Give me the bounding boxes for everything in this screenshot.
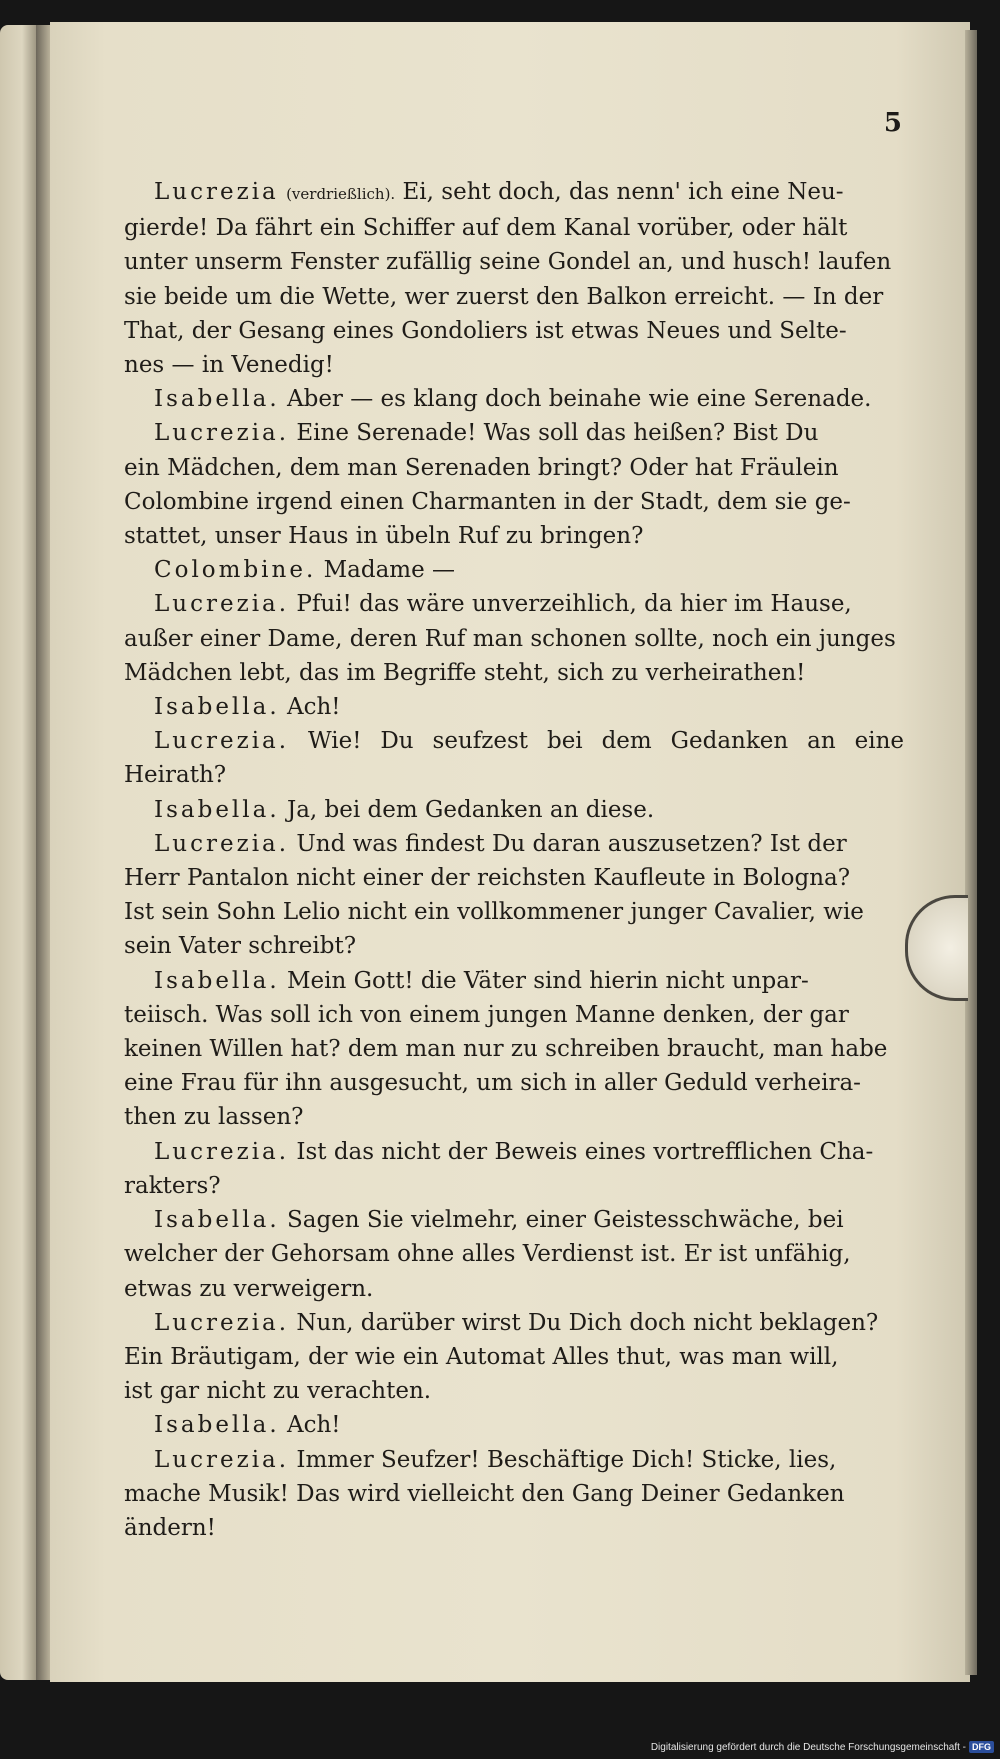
speaker-name: Isabella. bbox=[154, 1412, 280, 1439]
line-text: Aber — es klang doch beinahe wie eine Serenade. bbox=[286, 386, 872, 413]
speaker-name: Lucrezia. bbox=[154, 830, 290, 857]
line-text: Madame — bbox=[323, 557, 456, 584]
text-line bbox=[124, 416, 904, 450]
line-text: Sagen Sie vielmehr, einer Geistesschwäche, bei bbox=[286, 1207, 844, 1234]
speaker-name: Lucrezia. bbox=[154, 420, 290, 447]
line-text: Wie! Du seufzest bei dem Gedanken an eine Heirath? bbox=[124, 728, 904, 789]
dialogue-paragraph bbox=[124, 553, 904, 587]
text-line bbox=[124, 553, 904, 587]
text-line bbox=[124, 724, 904, 792]
dialogue-paragraph bbox=[124, 1203, 904, 1306]
text-line bbox=[124, 382, 904, 416]
text-line bbox=[124, 793, 904, 827]
text-line: then zu lassen? bbox=[124, 1104, 304, 1131]
speaker-name: Isabella. bbox=[154, 386, 280, 413]
dialogue-paragraph bbox=[124, 827, 904, 964]
text-line bbox=[124, 964, 904, 998]
dialogue-paragraph bbox=[124, 964, 904, 1135]
text-line: außer einer Dame, deren Ruf man schonen sollte, noch ein junges bbox=[124, 625, 896, 652]
book-gutter bbox=[36, 25, 50, 1680]
line-text: Immer Seufzer! Beschäftige Dich! Sticke, lies, bbox=[296, 1446, 837, 1473]
text-line bbox=[124, 587, 904, 621]
text-line bbox=[124, 1203, 904, 1237]
text-line: mache Musik! Das wird vielleicht den Gang Deiner Gedanken bbox=[124, 1480, 845, 1507]
speaker-name: Lucrezia bbox=[154, 179, 279, 205]
dfg-logo: DFG bbox=[969, 1741, 994, 1753]
speaker-name: Isabella. bbox=[154, 967, 280, 994]
page-stack-edge bbox=[965, 30, 977, 1675]
line-text: Ach! bbox=[286, 694, 341, 721]
text-line: teiisch. Was soll ich von einem jungen Manne denken, der gar bbox=[124, 1001, 849, 1028]
dialogue-paragraph bbox=[124, 793, 904, 827]
line-text: Ja, bei dem Gedanken an diese. bbox=[286, 796, 655, 823]
text-line: unter unserm Fenster zufällig seine Gondel an, und husch! laufen bbox=[124, 249, 892, 276]
line-text: Ei, seht doch, das nenn' ich eine Neu- bbox=[402, 179, 844, 205]
text-line bbox=[124, 1306, 904, 1340]
text-line bbox=[124, 1135, 904, 1169]
line-text: Eine Serenade! Was soll das heißen? Bist Du bbox=[296, 420, 819, 447]
stage-direction: (verdrießlich). bbox=[286, 185, 396, 203]
speaker-name: Lucrezia. bbox=[154, 728, 290, 755]
line-text: Ach! bbox=[286, 1412, 341, 1439]
text-line bbox=[124, 1443, 904, 1477]
text-line: rakters? bbox=[124, 1172, 221, 1199]
speaker-name: Lucrezia. bbox=[154, 1309, 290, 1336]
speaker-name: Isabella. bbox=[154, 1207, 280, 1234]
dialogue-paragraph bbox=[124, 724, 904, 792]
page-text bbox=[124, 175, 904, 1545]
text-line: Herr Pantalon nicht einer der reichsten Kaufleute in Bologna? bbox=[124, 865, 851, 892]
text-line: keinen Willen hat? dem man nur zu schreiben braucht, man habe bbox=[124, 1036, 888, 1063]
text-line bbox=[124, 827, 904, 861]
text-line bbox=[124, 690, 904, 724]
page-number: 5 bbox=[883, 108, 902, 138]
text-line: nes — in Venedig! bbox=[124, 352, 334, 379]
dialogue-paragraph bbox=[124, 690, 904, 724]
speaker-name: Lucrezia. bbox=[154, 1446, 290, 1473]
text-line bbox=[124, 175, 904, 211]
speaker-name: Isabella. bbox=[154, 694, 280, 721]
text-line: Colombine irgend einen Charmanten in der Stadt, dem sie ge- bbox=[124, 488, 851, 515]
facing-page-edge bbox=[0, 25, 40, 1680]
line-text: Und was findest Du daran auszusetzen? Ist der bbox=[296, 830, 847, 857]
footer bbox=[651, 1739, 994, 1755]
dialogue-paragraph bbox=[124, 175, 904, 382]
dialogue-paragraph bbox=[124, 587, 904, 690]
text-line: That, der Gesang eines Gondoliers ist etwas Neues und Selte- bbox=[124, 317, 847, 344]
dialogue-paragraph bbox=[124, 382, 904, 416]
text-line: ist gar nicht zu verachten. bbox=[124, 1378, 432, 1405]
dialogue-paragraph bbox=[124, 1408, 904, 1442]
text-line: stattet, unser Haus in übeln Ruf zu bringen? bbox=[124, 523, 644, 550]
footer-credit: Digitalisierung gefördert durch die Deutsche Forschungsgemeinschaft - bbox=[650, 1741, 966, 1753]
speaker-name: Lucrezia. bbox=[154, 591, 290, 618]
dialogue-paragraph bbox=[124, 1306, 904, 1409]
text-line: ändern! bbox=[124, 1514, 216, 1541]
text-line: ein Mädchen, dem man Serenaden bringt? Oder hat Fräulein bbox=[124, 454, 839, 481]
text-line: Ein Bräutigam, der wie ein Automat Alles thut, was man will, bbox=[124, 1343, 839, 1370]
text-line bbox=[124, 1408, 904, 1442]
dialogue-paragraph bbox=[124, 1443, 904, 1546]
speaker-name: Isabella. bbox=[154, 796, 280, 823]
text-line: gierde! Da fährt ein Schiffer auf dem Kanal vorüber, oder hält bbox=[124, 215, 848, 242]
text-line: sie beide um die Wette, wer zuerst den Balkon erreicht. — In der bbox=[124, 283, 884, 310]
line-text: Nun, darüber wirst Du Dich doch nicht beklagen? bbox=[296, 1309, 879, 1336]
speaker-name: Lucrezia. bbox=[154, 1138, 290, 1165]
line-text: Pfui! das wäre unverzeihlich, da hier im Hause, bbox=[296, 591, 852, 618]
text-line: Mädchen lebt, das im Begriffe steht, sich zu verheirathen! bbox=[124, 659, 806, 686]
text-line: welcher der Gehorsam ohne alles Verdienst ist. Er ist unfähig, bbox=[124, 1241, 851, 1268]
text-line: Ist sein Sohn Lelio nicht ein vollkommener junger Cavalier, wie bbox=[124, 899, 864, 926]
speaker-name: Colombine. bbox=[154, 557, 317, 584]
dialogue-paragraph bbox=[124, 416, 904, 553]
text-line: etwas zu verweigern. bbox=[124, 1275, 374, 1302]
line-text: Ist das nicht der Beweis eines vortrefflichen Cha- bbox=[296, 1138, 874, 1165]
line-text: Mein Gott! die Väter sind hierin nicht unpar- bbox=[286, 967, 809, 994]
dialogue-paragraph bbox=[124, 1135, 904, 1203]
text-line: sein Vater schreibt? bbox=[124, 933, 357, 960]
text-line: eine Frau für ihn ausgesucht, um sich in aller Geduld verheira- bbox=[124, 1070, 861, 1097]
